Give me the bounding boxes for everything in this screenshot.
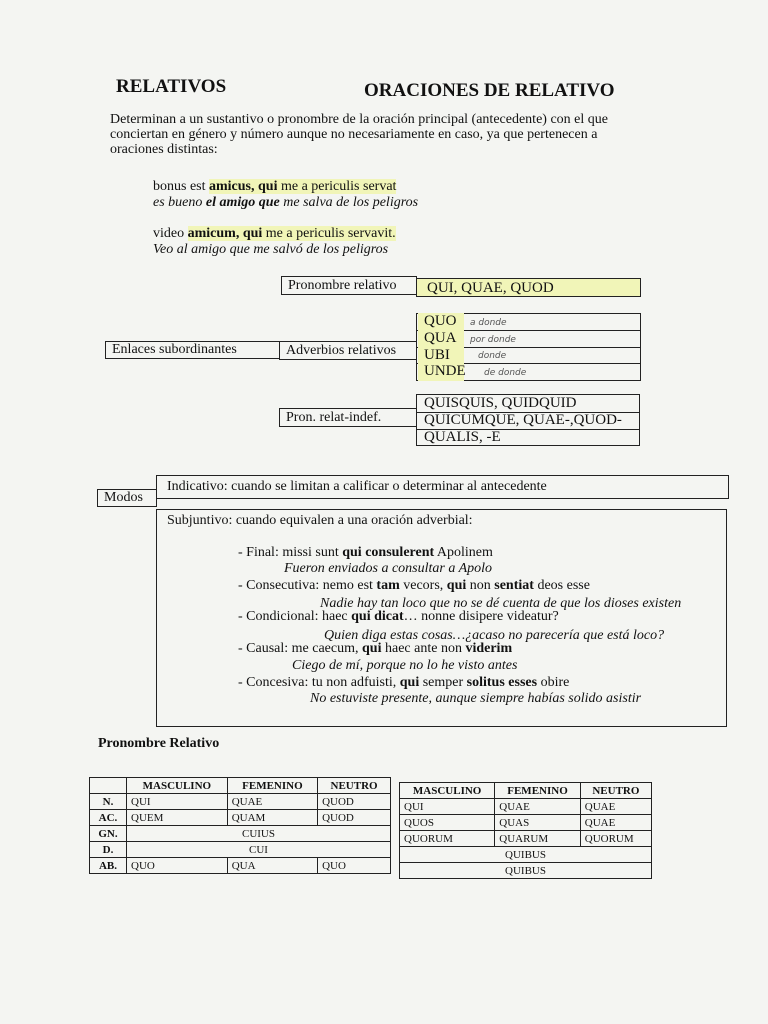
table-cell: QUAM [227,810,317,826]
table-cell: QUAE [580,815,651,831]
table-cell: QUEM [127,810,228,826]
indef-item: QUALIS, -E [424,429,501,445]
column-header: FEMENINO [495,783,580,799]
intro-paragraph: Determinan a un sustantivo o pronombre de la oración principal (antecedente) con el que conciertan en género y número aunque no necesariamente en caso, ya que pertenecen a oraciones distintas: [110,112,608,157]
column-header: MASCULINO [400,783,495,799]
case-label: AC. [90,810,127,826]
table-cell: QUIBUS [400,847,652,863]
table-cell: QUORUM [580,831,651,847]
table-row [400,863,652,879]
consecutiva-latin: - Consecutiva: nemo est tam vecors, qui non sentiat deos esse [238,578,590,593]
title-oraciones: ORACIONES DE RELATIVO [364,80,615,101]
table-row [90,778,391,794]
table-cell: QUO [127,858,228,874]
column-header: NEUTRO [318,778,391,794]
example1-latin: bonus est amicus, qui me a periculis servat [153,179,397,194]
example1-spanish: es bueno el amigo que me salva de los peligros [153,195,419,210]
adverb-ubi: UBI [424,347,450,363]
table-row [90,826,391,842]
enlaces-label: Enlaces subordinantes [112,342,237,357]
table-cell [90,778,127,794]
table-cell: QUI [127,794,228,810]
indef-item: QUISQUIS, QUIDQUID [424,395,577,411]
title-relativos: RELATIVOS [116,76,227,97]
handwritten-note: por donde [470,335,516,345]
indef-label-box [279,408,417,427]
table-cell: QUA [227,858,317,874]
table-title: Pronombre Relativo [98,736,220,751]
case-label: N. [90,794,127,810]
table-row [90,842,391,858]
adverbios-label-box [279,341,417,360]
table-cell: CUIUS [127,826,391,842]
example2-spanish: Veo al amigo que me salvó de los peligros [153,242,389,257]
pron-rel-value: QUI, QUAE, QUOD [427,280,554,296]
final-spanish: Fueron enviados a consultar a Apolo [284,561,493,576]
table-row [400,847,652,863]
modos-label: Modos [104,490,143,505]
consecutiva-spanish: Nadie hay tan loco que no se dé cuenta de que los dioses existen [320,596,682,611]
final-latin: - Final: missi sunt qui consulerent Apolinem [238,545,493,560]
table-cell: QUO [318,858,391,874]
enlaces-box [105,341,280,359]
table-cell: QUOD [318,810,391,826]
indef-item: QUICUMQUE, QUAE-,QUOD- [424,412,622,428]
handwritten-note: a donde [470,318,507,328]
table-row [90,794,391,810]
table-cell: QUAE [495,799,580,815]
case-label: D. [90,842,127,858]
column-header: MASCULINO [127,778,228,794]
condicional-latin: - Condicional: haec qui dicat… nonne disipere videatur? [238,609,559,624]
table-cell: CUI [127,842,391,858]
indicativo-text: Indicativo: cuando se limitan a calificar o determinar al antecedente [167,479,547,494]
table-cell: QUAE [580,799,651,815]
table-cell: QUAS [495,815,580,831]
condicional-spanish: Quien diga estas cosas…¿acaso no parecería que está loco? [324,628,665,643]
table-row [90,810,391,826]
column-header: FEMENINO [227,778,317,794]
adverbios-label: Adverbios relativos [286,343,397,358]
table-row [90,858,391,874]
singular-table [89,777,391,874]
adverb-quo: QUO [424,313,457,329]
subjuntivo-text: Subjuntivo: cuando equivalen a una oración adverbial: [167,513,473,528]
pron-rel-value-box [416,278,641,297]
adverb-unde: UNDE [424,363,466,379]
table-cell: QUIBUS [400,863,652,879]
plural-table [399,782,652,879]
table-cell: QUARUM [495,831,580,847]
pron-rel-label-box [281,276,417,295]
handwritten-note: donde [478,351,507,361]
table-cell: QUOD [318,794,391,810]
table-row [400,831,652,847]
table-cell: QUAE [227,794,317,810]
table-row [400,815,652,831]
causal-latin: - Causal: me caecum, qui haec ante non viderim [238,641,513,656]
table-cell: QUORUM [400,831,495,847]
case-label: AB. [90,858,127,874]
case-label: GN. [90,826,127,842]
table-cell: QUOS [400,815,495,831]
table-cell: QUI [400,799,495,815]
table-row [400,783,652,799]
causal-spanish: Ciego de mí, porque no lo he visto antes [292,658,518,673]
modos-box [97,489,157,507]
concesiva-spanish: No estuviste presente, aunque siempre habías solido asistir [310,691,642,706]
handwritten-note: de donde [484,368,527,378]
indicativo-box [156,475,729,499]
table-row [400,799,652,815]
indef-label: Pron. relat-indef. [286,410,382,425]
adverb-qua: QUA [424,330,457,346]
example2-latin: video amicum, qui me a periculis servavit. [153,226,396,241]
concesiva-latin: - Concesiva: tu non adfuisti, qui semper solitus esses obire [238,675,570,690]
column-header: NEUTRO [580,783,651,799]
pron-rel-label: Pronombre relativo [288,278,397,293]
